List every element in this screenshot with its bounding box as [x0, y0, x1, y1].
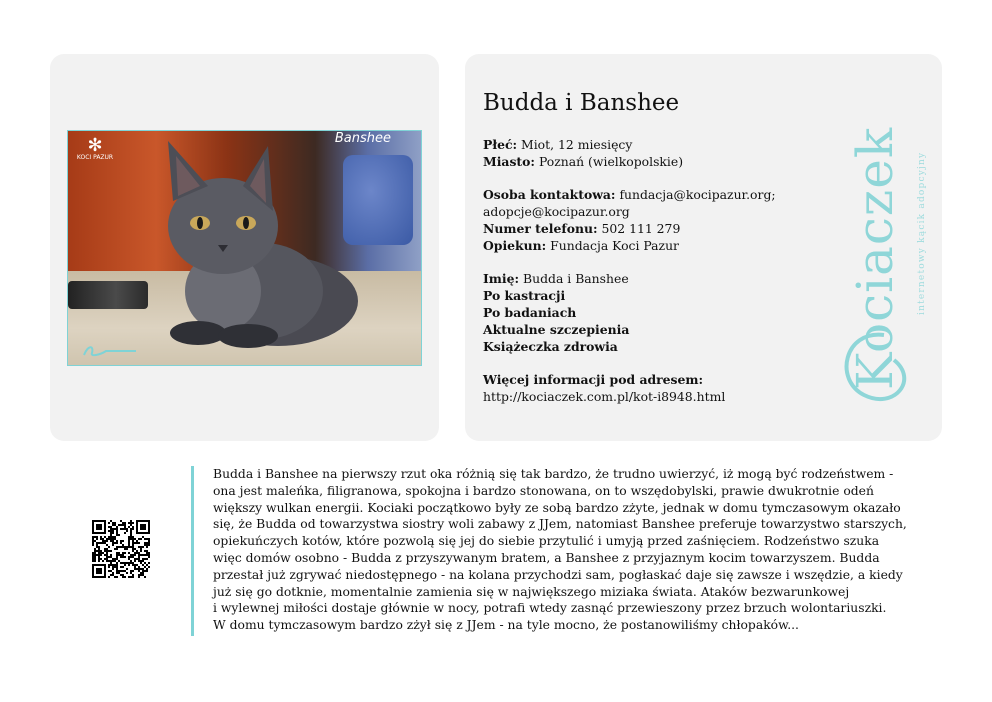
flag-castration: Po kastracji [483, 288, 566, 304]
gender-row: Płeć: Miot, 12 miesięcy [483, 137, 633, 152]
description-line: już się go dotknie, momentalnie zamienia się w największego miziaka świata. Ataków bezwarunkowej [213, 584, 850, 599]
contact-email-1[interactable]: fundacja@kocipazur.org; [615, 187, 776, 203]
contact-email-2[interactable]: adopcje@kocipazur.org [483, 204, 630, 220]
cat-illustration [128, 141, 358, 361]
photo-caption: Banshee [334, 131, 391, 146]
phone-row: Numer telefonu: 502 111 279 [483, 220, 681, 236]
logo-text: KOCI PAZUR [76, 154, 114, 161]
flag-vaccinated: Aktualne szczepienia [483, 321, 630, 337]
cat-name-title: Budda i Banshee [483, 90, 680, 116]
paw-icon: ✻ [87, 135, 103, 156]
info-card [465, 54, 942, 441]
brand-name: Kociaczek [846, 126, 904, 390]
description [213, 466, 939, 634]
description-line: przestał już zgrywać niedostępnego - na kolana przychodzi sam, pogłaskać daje się zawsze i wszędzie, a kiedy [213, 567, 903, 582]
description-accent-bar [191, 466, 194, 636]
flag-examined: Po badaniach [483, 304, 577, 320]
description-line: więc domów osobno - Budda z przyszywanym bratem, a Banshee z przyjaznym kocim towarzyszem. Budda [213, 550, 880, 565]
contact-row: Osoba kontaktowa: fundacja@kocipazur.org; [483, 187, 776, 203]
brand-tagline: internetowy kącik adopcyjny [917, 151, 927, 315]
koci-pazur-logo [76, 137, 114, 171]
description-line: większy wulkan energii. Kociaki początkowo były ze sobą bardzo zżyte, jednak w domu tymczasowym okazało [213, 500, 901, 515]
description-line: i wylewnej miłości dostaje głównie w nocy, potrafi wtedy zasnąć przewieszony przez brzuch wolontariuszki. [213, 601, 887, 616]
cat-photo [67, 130, 422, 366]
description-line: się, że Budda od towarzystwa siostry woli zabawy z JJem, natomiast Banshee preferuje towarzystwo starszych, [213, 517, 907, 532]
description-line: Budda i Banshee na pierwszy rzut oka różnią się tak bardzo, że trudno uwierzyć, iż mogą być rodzeństwem - [213, 467, 894, 481]
city-row: Miasto: Poznań (wielkopolskie) [483, 153, 684, 169]
name-row: Imię: Budda i Banshee [483, 271, 629, 287]
description-line: ona jest maleńka, filigranowa, spokojna i bardzo stonowana, on to wszędobylski, prawie dwukrotnie odeń [213, 483, 874, 498]
description-line: opiekuńczych kotów, które pozwolą się jej do siebie przytulić i umyją przed zaśnięciem. Rodzeństwo szuka [213, 534, 880, 549]
guardian-row: Opiekun: Fundacja Koci Pazur [483, 237, 679, 253]
more-info-label: Więcej informacji pod adresem: [483, 372, 704, 388]
details-list [483, 137, 823, 406]
flag-health-book: Książeczka zdrowia [483, 338, 618, 354]
photo-card [50, 54, 439, 441]
more-info-link[interactable]: http://kociaczek.com.pl/kot-i8948.html [483, 388, 726, 404]
kociaczek-brand-logo [824, 80, 934, 420]
watermark-logo-icon [80, 343, 140, 359]
qr-code-icon[interactable] [88, 516, 154, 582]
description-line: W domu tymczasowym bardzo zżył się z JJem - na tyle mocno, że postanowiliśmy chłopaków... [213, 618, 799, 633]
